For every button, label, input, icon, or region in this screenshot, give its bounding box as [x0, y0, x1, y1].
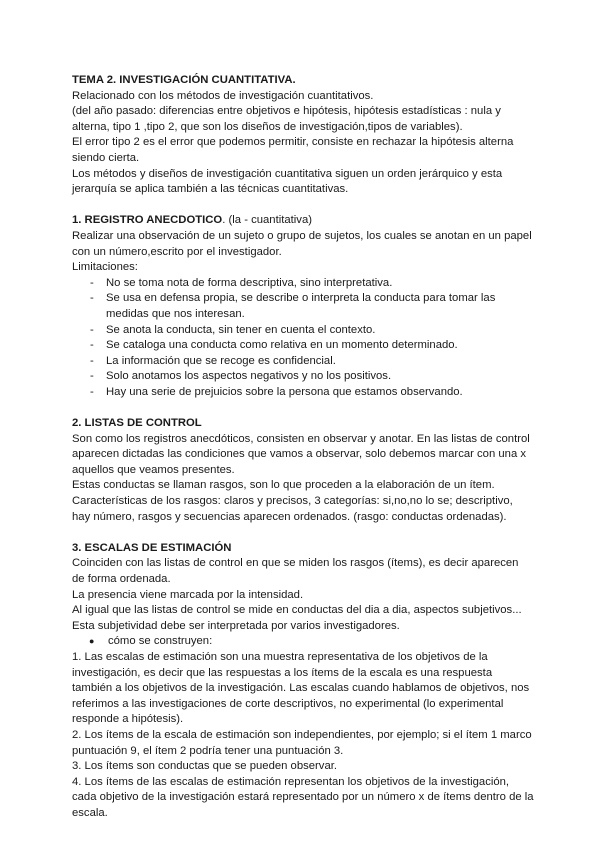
numbered-item: 4. Los ítems de las escalas de estimación representan los objetivos de la investigación, cada objetivo de la investigación estará representado por un número x de ítems dentro de la escala.: [72, 775, 534, 819]
list-item: - Se anota la conducta, sin tener en cuenta el contexto.: [72, 323, 534, 339]
section-paragraph: Al igual que las listas de control se mide en conductas del dia a dia, aspectos subjetivos... Esta subjetividad debe ser interpretada por varios investigadores.: [72, 604, 522, 632]
bullet-list: [72, 634, 534, 650]
numbered-item: 2. Los ítems de la escala de estimación son independientes, por ejemplo; si el ítem 1 marco puntuación 9, el ítem 2 podría tener una puntuación 3.: [72, 728, 532, 757]
list-item: - Se cataloga una conducta como relativa en un momento determinado.: [72, 338, 534, 354]
limitations-label: Limitaciones:: [72, 261, 138, 274]
section-paragraph: Son como los registros anecdóticos, consisten en observar y anotar. En las listas de control aparecen dictadas las condiciones que vamos a observar, solo debemos marcar con una x aquellos que veamos presentes.: [72, 432, 530, 476]
section-title-suffix: . (la - cuantitativa): [222, 214, 312, 227]
document-body: [72, 73, 534, 822]
intro-paragraph: Los métodos y diseños de investigación cuantitativa siguen un orden jerárquico y esta jerarquía se aplica también a las técnicas cuantitativas.: [72, 167, 503, 196]
section-paragraph: Estas conductas se llaman rasgos, son lo que proceden a la elaboración de un ítem.: [72, 479, 495, 492]
list-item: - Hay una serie de prejuicios sobre la persona que estamos observando.: [72, 385, 534, 401]
section-heading: 2. LISTAS DE CONTROL: [72, 417, 202, 430]
intro-paragraph: El error tipo 2 es el error que podemos permitir, consiste en rechazar la hipótesis alterna siendo cierta.: [72, 136, 514, 164]
section-paragraph: Coinciden con las listas de control en que se miden los rasgos (ítems), es decir aparecen de forma ordenada.: [72, 557, 519, 585]
list-item: - Se usa en defensa propia, se describe o interpreta la conducta para tomar las medidas que nos interesan.: [72, 291, 534, 322]
list-item: - Solo anotamos los aspectos negativos y no los positivos.: [72, 369, 534, 385]
intro-paragraph: Relacionado con los métodos de investigación cuantitativos.: [72, 89, 374, 102]
intro-paragraph: (del año pasado: diferencias entre objetivos e hipótesis, hipótesis estadísticas : nula y alterna, tipo 1 ,tipo 2, que son los diseños de investigación,tipos de variables).: [72, 105, 501, 133]
list-item: - La información que se recoge es confidencial.: [72, 354, 534, 370]
section-paragraph: Realizar una observación de un sujeto o grupo de sujetos, los cuales se anotan en un papel con un número,escrito por el investigador.: [72, 229, 532, 258]
numbered-item: 1. Las escalas de estimación son una muestra representativa de los objetivos de la investigación, es decir que las respuestas a los ítems de la escala es una respuesta también a los objetivos de la investigación. Las escalas cuando hablamos de objetivos, nos referimos a las investigaciones de corte descriptivos, no experimental (lo experimental responde a hipótesis).: [72, 650, 530, 726]
section-paragraph: Características de los rasgos: claros y precisos, 3 categorías: si,no,no lo se; descriptivo, hay número, rasgos y secuencias aparecen ordenados. (rasgo: conductas ordenadas).: [72, 495, 513, 523]
list-item: ● cómo se construyen:: [72, 634, 534, 650]
section-heading: 3. ESCALAS DE ESTIMACIÓN: [72, 541, 232, 554]
section-paragraph: La presencia viene marcada por la intensidad.: [72, 588, 304, 601]
list-item: - No se toma nota de forma descriptiva, sino interpretativa.: [72, 276, 534, 292]
section-heading: [72, 213, 534, 229]
section-title: 1. REGISTRO ANECDOTICO: [72, 214, 223, 227]
page-title: TEMA 2. INVESTIGACIÓN CUANTITATIVA.: [72, 74, 296, 86]
limitations-list: [72, 276, 534, 401]
numbered-item: 3. Los ítems son conductas que se pueden observar.: [72, 760, 338, 773]
